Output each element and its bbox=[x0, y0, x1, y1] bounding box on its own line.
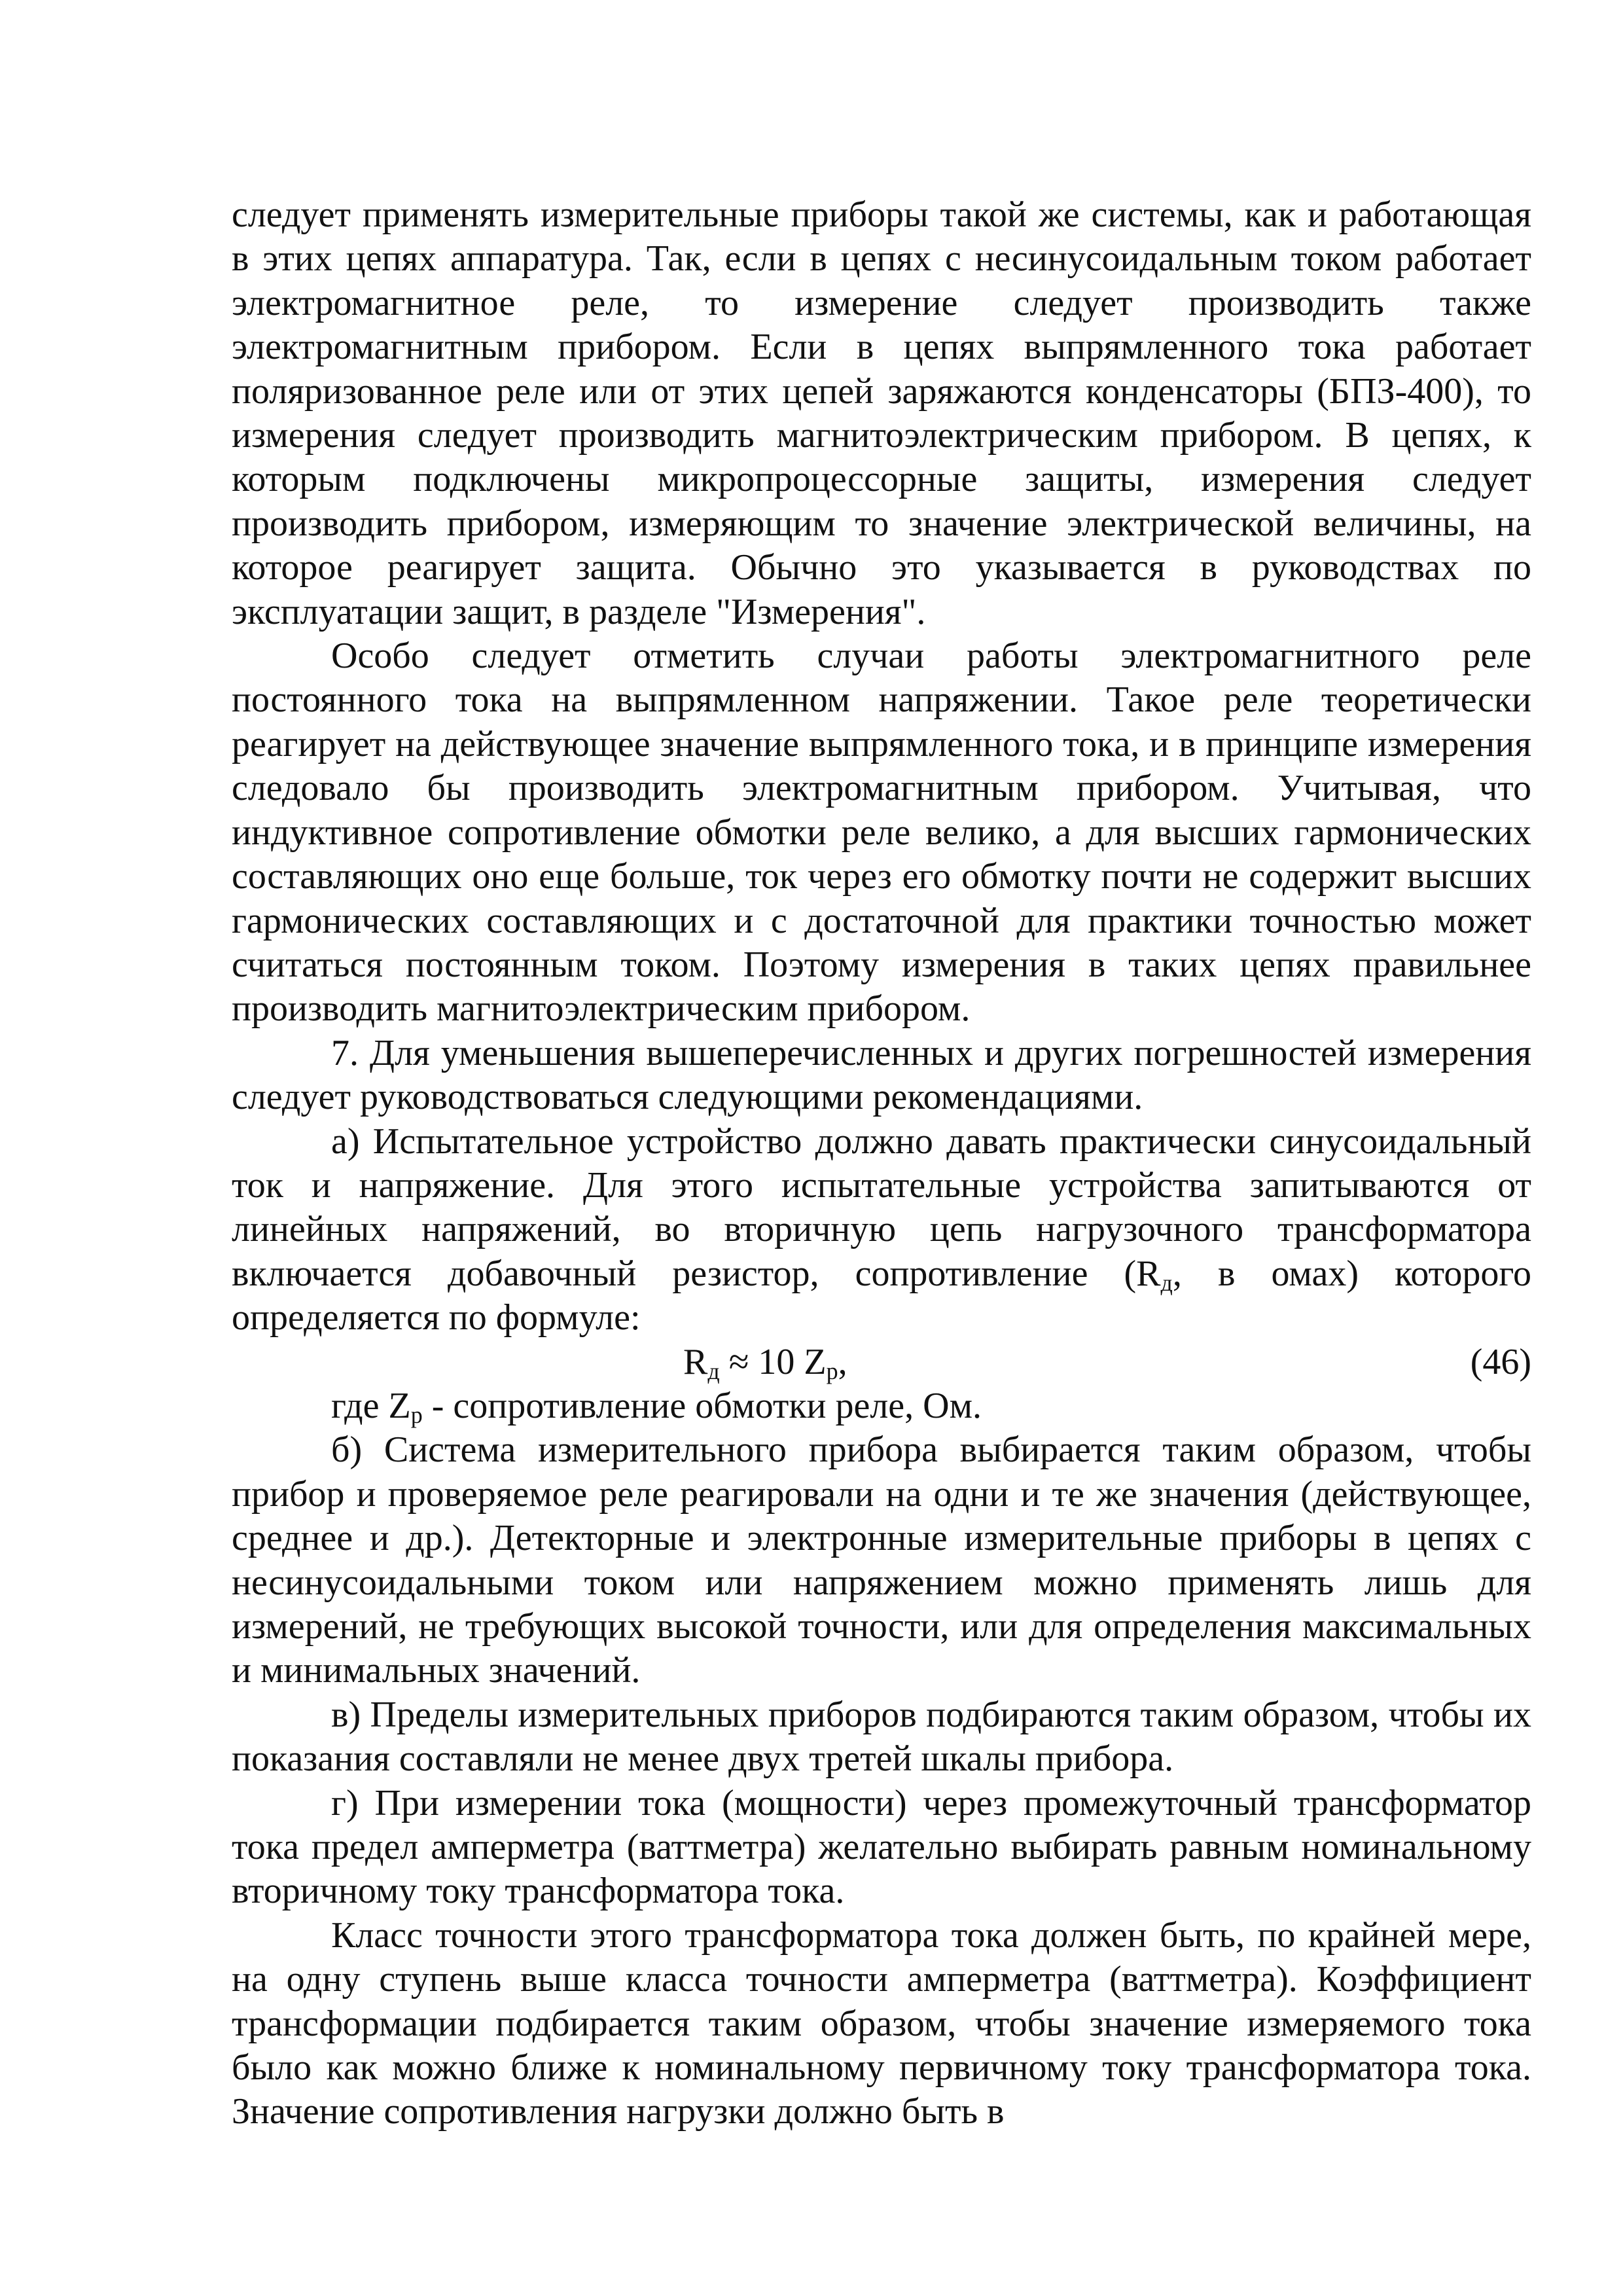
where-end: - сопротивление обмотки реле, Ом. bbox=[422, 1385, 982, 1426]
paragraph-item-7: 7. Для уменьшения вышеперечисленных и других погрешностей измерения следует руководствоваться следующими рекомендациями. bbox=[232, 1032, 1531, 1118]
formula bbox=[683, 1340, 847, 1384]
where-start: где Z bbox=[331, 1385, 411, 1426]
paragraph-accuracy-class: Класс точности этого трансформатора тока должен быть, по крайней мере, на одну ступень выше класса точности амперметра (ваттметра). Коэффициент трансформации подбирается таким образом, чтобы значение измеряемого тока было как можно ближе к номинальному первичному току трансформатора тока. Значение сопротивления нагрузки должно быть в bbox=[232, 1914, 1531, 2132]
paragraph-item-g: г) При измерении тока (мощности) через промежуточный трансформатор тока предел амперметра (ваттметра) желательно выбирать равным номинальному вторичному току трансформатора тока. bbox=[232, 1782, 1531, 1912]
formula-line bbox=[232, 1340, 1531, 1384]
item-a-text-end: , в омах) которого определяется по формуле: bbox=[232, 1253, 1531, 1338]
where-subscript: р bbox=[410, 1401, 423, 1428]
formula-z-subscript: р bbox=[826, 1357, 838, 1384]
equation-number: (46) bbox=[1470, 1341, 1531, 1382]
formula-middle: ≈ 10 Z bbox=[719, 1341, 827, 1382]
paragraph-where bbox=[232, 1384, 1531, 1428]
item-a-subscript: д bbox=[1160, 1269, 1173, 1296]
document-page bbox=[232, 193, 1531, 2134]
formula-r-symbol: R bbox=[683, 1341, 708, 1382]
paragraph-item-a bbox=[232, 1120, 1531, 1340]
paragraph-item-b: б) Система измерительного прибора выбирается таким образом, чтобы прибор и проверяемое реле реагировали на одни и те же значения (действующее, среднее и др.). Детекторные и электронные измерительные приборы в цепях с несинусоидальными током или напряжением можно применять лишь для измерений, не требующих высокой точности, или для определения максимальных и минимальных значений. bbox=[232, 1429, 1531, 1691]
paragraph-intro: следует применять измерительные приборы такой же системы, как и работающая в этих цепях аппаратура. Так, если в цепях с несинусоидальным током работает электромагнитное реле, то измерение следует производить также электромагнитным прибором. Если в цепях выпрямленного тока работает поляризованное реле или от этих цепей заряжаются конденсаторы (БПЗ-400), то измерения следует производить магнитоэлектрическим прибором. В цепях, к которым подключены микропроцессорные защиты, измерения следует производить прибором, измеряющим то значение электрической величины, на которое реагирует защита. Обычно это указывается в руководствах по эксплуатации защит, в разделе "Измерения". bbox=[232, 194, 1531, 632]
item-a-text-start: а) Испытательное устройство должно давать практически синусоидальный ток и напряжение. Для этого испытательные устройства запитываются от линейных напряжений, во вторичную цепь нагрузочного трансформатора включается добавочный резистор, сопротивление (R bbox=[232, 1121, 1531, 1294]
formula-r-subscript: д bbox=[707, 1357, 720, 1384]
paragraph-item-v: в) Пределы измерительных приборов подбираются таким образом, чтобы их показания составляли не менее двух третей шкалы прибора. bbox=[232, 1694, 1531, 1780]
formula-end: , bbox=[838, 1341, 847, 1382]
paragraph-electromagnetic-relay: Особо следует отметить случаи работы электромагнитного реле постоянного тока на выпрямленном напряжении. Такое реле теоретически реагирует на действующее значение выпрямленного тока, и в принципе измерения следовало бы производить электромагнитным прибором. Учитывая, что индуктивное сопротивление обмотки реле велико, а для высших гармонических составляющих оно еще больше, ток через его обмотку почти не содержит высших гармонических составляющих и с достаточной для практики точностью может считаться постоянным током. Поэтому измерения в таких цепях правильнее производить магнитоэлектрическим прибором. bbox=[232, 636, 1531, 1030]
